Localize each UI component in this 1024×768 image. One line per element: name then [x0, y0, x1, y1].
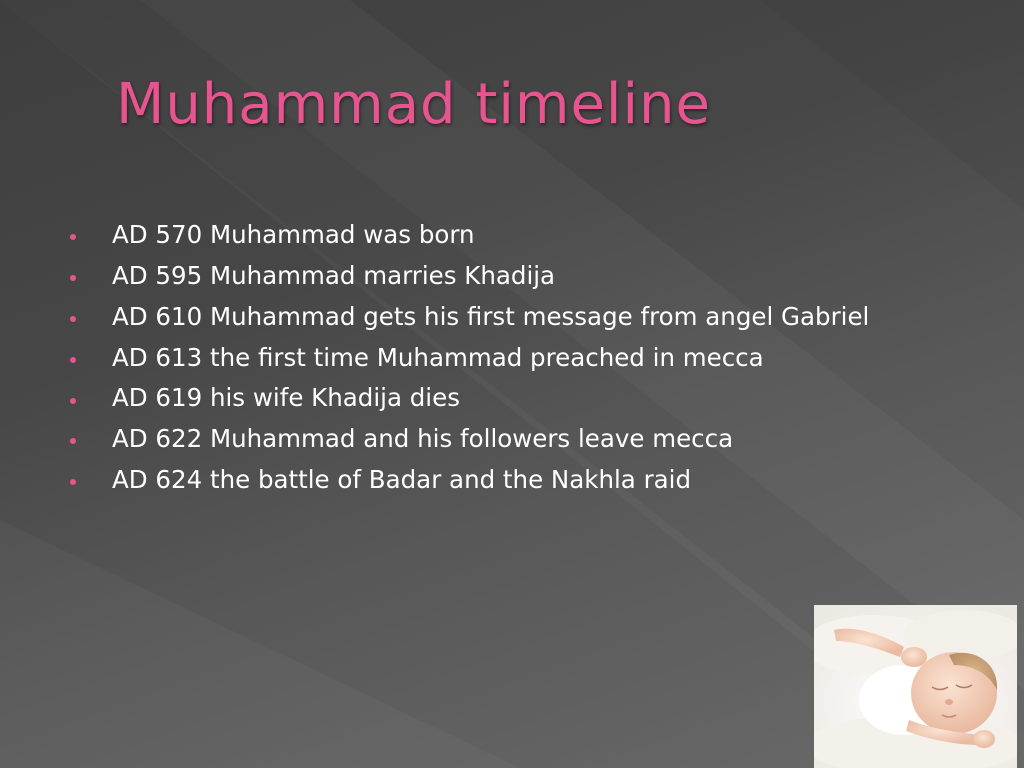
list-item-text: AD 622 Muhammad and his followers leave mecca — [112, 424, 734, 454]
sleeping-baby-image — [814, 605, 1017, 768]
baby-photo — [814, 605, 1017, 768]
list-item-text: AD 613 the first time Muhammad preached in mecca — [112, 342, 764, 372]
list-item-text: AD 595 Muhammad marries Khadija — [112, 260, 556, 290]
bullet-marker-icon — [70, 316, 76, 322]
slide-title: Muhammad timeline — [116, 72, 711, 137]
list-item-text: AD 619 his wife Khadija dies — [112, 383, 460, 413]
bullet-marker-icon — [70, 398, 76, 404]
list-item-text: AD 610 Muhammad gets his first message from angel Gabriel — [112, 301, 870, 331]
list-item-text: AD 624 the battle of Badar and the Nakhla raid — [112, 464, 692, 494]
bullet-marker-icon — [70, 357, 76, 363]
list-item-text: AD 570 Muhammad was born — [112, 220, 475, 250]
